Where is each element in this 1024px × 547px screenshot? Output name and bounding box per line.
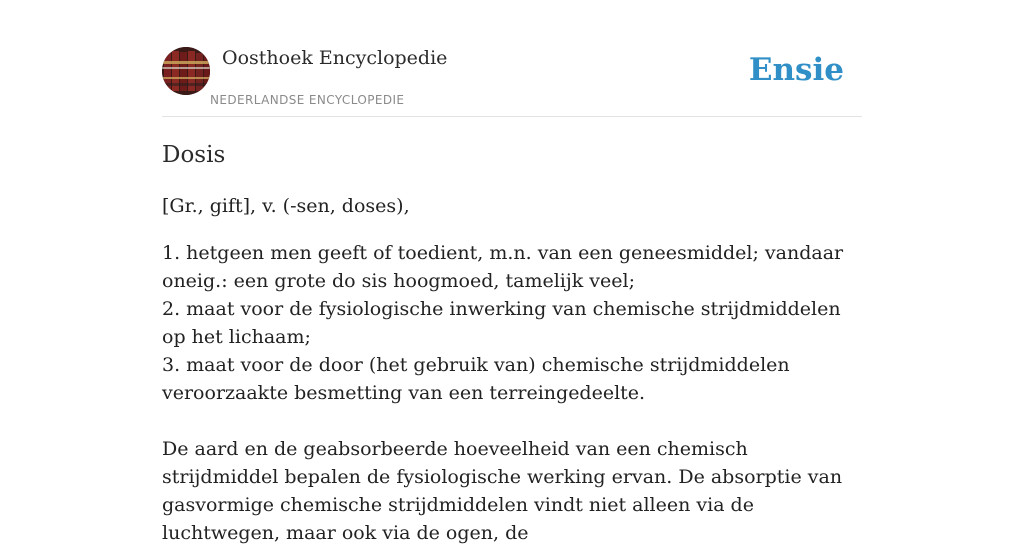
- encyclopedia-books-image: [162, 47, 210, 95]
- entry-title: Dosis: [162, 142, 226, 168]
- definition-item: 3. maat voor de door (het gebruik van) chemische strijdmiddelen veroorzaakte besmetting van een terreingedeelte.: [162, 354, 790, 404]
- site-subtitle: NEDERLANDSE ENCYCLOPEDIE: [210, 93, 405, 107]
- definition-item: 2. maat voor de fysiologische inwerking van chemische strijdmiddelen op het lichaam;: [162, 298, 841, 348]
- page: [162, 0, 862, 544]
- site-header: [162, 46, 862, 117]
- definition-item: 1. hetgeen men geeft of toedient, m.n. van een geneesmiddel; vandaar oneig.: een grote do sis hoogmoed, tamelijk veel;: [162, 242, 844, 292]
- encyclopedia-books-icon[interactable]: [162, 47, 210, 95]
- definition-list: [162, 239, 862, 407]
- article-paragraph: De aard en de geabsorbeerde hoeveelheid van een chemisch strijdmiddel bepalen de fysiologische werking ervan. De absorptie van gasvormige chemische strijdmiddelen vindt niet alleen via de luchtwegen, maar ook via de ogen, de: [162, 438, 843, 544]
- article: [162, 140, 862, 547]
- etymology: [Gr., gift], v. (-sen, doses),: [162, 195, 410, 217]
- ensie-logo[interactable]: Ensie: [748, 52, 844, 88]
- site-title[interactable]: Oosthoek Encyclopedie: [222, 47, 448, 69]
